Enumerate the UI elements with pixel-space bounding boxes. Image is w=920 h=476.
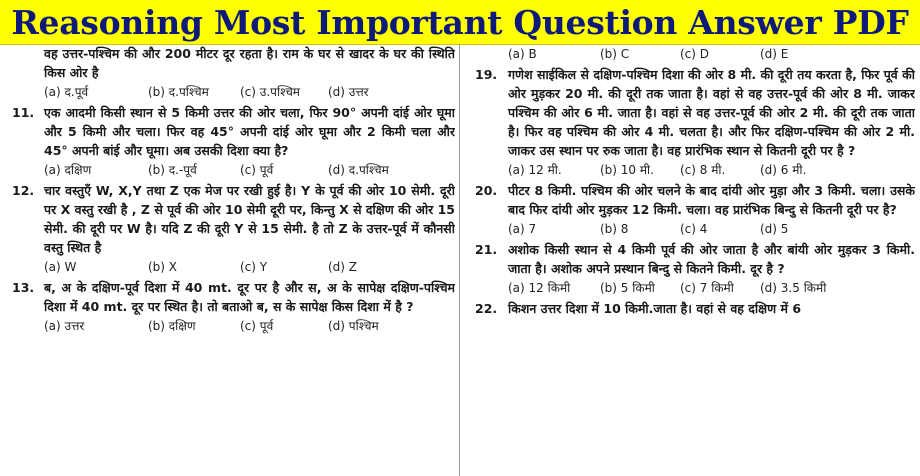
option-c: (c) 7 किमी [680, 281, 734, 295]
question-12 [0, 181, 455, 277]
options-row [508, 220, 915, 239]
options-row [44, 317, 455, 336]
option-c: (c) 8 मी. [680, 163, 726, 177]
option-c: (c) पूर्व [240, 163, 274, 177]
question-text: ब, अ के दक्षिण-पूर्व दिशा में 40 mt. दूर पर है और स, अ के सापेक्ष दक्षिण-पश्चिम दिशा में 40 mt. दूर पर स्थित है। तो बताओ ब, स के सापेक्ष किस दिशा में है ? [44, 280, 455, 314]
option-b: (b) 10 मी. [600, 163, 654, 177]
option-d: (d) 3.5 किमी [760, 281, 827, 295]
question-number: 21. [475, 242, 498, 257]
option-d: (d) द.पश्चिम [328, 163, 389, 177]
question-22 [463, 299, 915, 318]
question-10-continued [0, 44, 455, 102]
options-row [508, 45, 915, 64]
option-d: (d) 6 मी. [760, 163, 807, 177]
option-a: (a) द.पूर्व [44, 85, 89, 99]
option-b: (b) X [148, 260, 178, 274]
question-text: अशोक किसी स्थान से 4 किमी पूर्व की ओर जाता है और बांयी ओर मुड़कर 3 किमी. जाता है। अशोक अपने प्रस्थान बिन्दु से कितने किमी. दूर है ? [508, 242, 915, 276]
option-a: (a) 12 किमी [508, 281, 571, 295]
options-row [44, 258, 455, 277]
options-row [44, 161, 455, 180]
option-b: (b) द.पश्चिम [148, 85, 209, 99]
question-19 [463, 65, 915, 180]
question-number: 22. [475, 301, 498, 316]
question-number: 11. [12, 105, 35, 120]
question-13 [0, 278, 455, 336]
left-column [0, 44, 455, 476]
right-column [463, 44, 915, 476]
option-d: (d) Z [328, 260, 358, 274]
option-b: (b) दक्षिण [148, 319, 196, 333]
option-c: (c) उ.पश्चिम [240, 85, 300, 99]
page-title: Reasoning Most Important Question Answer PDF [11, 2, 909, 42]
option-a: (a) उत्तर [44, 319, 85, 333]
question-text: वह उत्तर-पश्चिम की और 200 मीटर दूर रहता है। राम के घर से खादर के घर की स्थिति किस ओर है [44, 46, 455, 80]
title-banner [0, 0, 920, 45]
option-d: (d) 5 [760, 222, 789, 236]
question-text: चार वस्तुएँ W, X,Y तथा Z एक मेज पर रखी हुई है। Y के पूर्व की ओर 10 सेमी. दूरी पर X वस्तु रखी है , Z से पूर्व की ओर 10 सेमी दूरी पर, किन्तु X से दक्षिण की ओर 15 सेमी. की दूरी पर W है। यदि Z की दूरी Y से 15 सेमी. है तो Z के उत्तर-पूर्व में कौनसी वस्तु स्थित है [44, 183, 455, 255]
option-c: (c) पूर्व [240, 319, 274, 333]
option-a: (a) दक्षिण [44, 163, 92, 177]
option-b: (b) C [600, 47, 630, 61]
option-c: (c) Y [240, 260, 268, 274]
question-text: किशन उत्तर दिशा में 10 किमी.जाता है। वहां से वह दक्षिण में 6 [508, 301, 802, 316]
question-20 [463, 181, 915, 239]
question-text: पीटर 8 किमी. पश्चिम की ओर चलने के बाद दांयी ओर मुड़ा और 3 किमी. चला। उसके बाद फिर दांयी ओर मुड़कर 12 किमी. चला। वह प्रारंभिक बिन्दु से कितनी दूरी पर है? [508, 183, 915, 217]
question-number: 19. [475, 67, 498, 82]
question-number: 20. [475, 183, 498, 198]
question-number: 13. [12, 280, 35, 295]
options-row [508, 161, 915, 180]
question-number: 12. [12, 183, 35, 198]
question-text: गणेश साईकिल से दक्षिण-पश्चिम दिशा की ओर 8 मी. की दूरी तय करता है, फिर पूर्व की ओर मुड़कर 20 मी. की दूरी तक जाता है। वहां से वह उत्तर-पूर्व की ओर 8 मी. जाकर पश्चिम की ओर 6 मी. जाता है। वहां से वह उत्तर-पूर्व की ओर 2 मी. की दूरी तक जाता है। फिर वह पश्चिम की ओर 4 मी. चलता है। और फिर दक्षिण-पश्चिम की ओर 2 मी. जाकर उस स्थान पर रुक जाता है। वह प्रारंभिक स्थान से कितनी दूरी पर है ? [508, 67, 915, 158]
question-21 [463, 240, 915, 298]
question-11 [0, 103, 455, 180]
option-b: (b) 5 किमी [600, 281, 655, 295]
option-c: (c) D [680, 47, 710, 61]
question-18-options-continued [463, 45, 915, 64]
option-a: (a) B [508, 47, 537, 61]
option-b: (b) द.-पूर्व [148, 163, 197, 177]
options-row [508, 279, 915, 298]
option-a: (a) W [44, 260, 77, 274]
options-row [44, 83, 455, 102]
option-d: (d) उत्तर [328, 85, 369, 99]
option-a: (a) 12 मी. [508, 163, 562, 177]
option-d: (d) E [760, 47, 789, 61]
option-c: (c) 4 [680, 222, 708, 236]
option-b: (b) 8 [600, 222, 629, 236]
question-text: एक आदमी किसी स्थान से 5 किमी उत्तर की ओर चला, फिर 90° अपनी दांई ओर घूमा और 5 किमी और चला। फिर वह 45° अपनी दांई ओर घूमा और 2 किमी चला और 45° अपनी बांई और घूमा। अब उसकी दिशा क्या है? [44, 105, 455, 158]
column-divider [459, 44, 460, 476]
option-a: (a) 7 [508, 222, 537, 236]
option-d: (d) पश्चिम [328, 319, 379, 333]
